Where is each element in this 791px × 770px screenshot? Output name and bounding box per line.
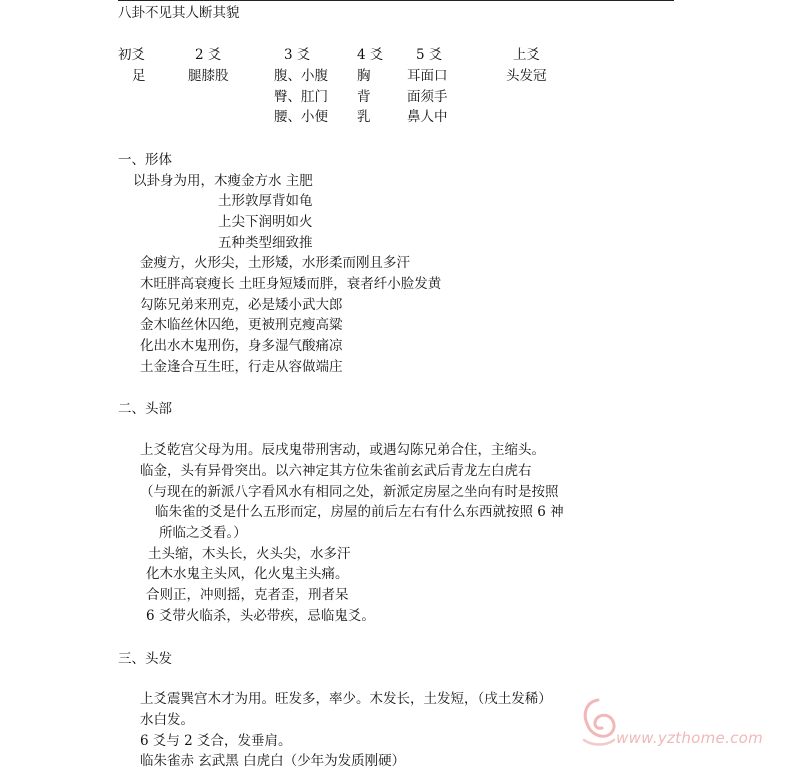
yao-header: 4 爻 [357, 47, 384, 63]
yao-header: 3 爻 [284, 47, 311, 63]
yao-header: 2 爻 [195, 47, 222, 63]
yao-header: 初爻 [118, 47, 145, 63]
yao-cell: 面须手 [407, 89, 448, 105]
body-line: （与现在的新派八字看风水有相同之处，新派定房屋之坐向有时是按照 [140, 484, 559, 500]
yao-cell: 腹、小腹 [274, 68, 328, 84]
body-line: 上爻乾宫父母为用。辰戌鬼带刑害动，或遇勾陈兄弟合住，主缩头。 [140, 442, 545, 458]
body-line: 金瘦方，火形尖，土形矮，水形柔而刚且多汗 [140, 255, 410, 271]
section-heading: 三、头发 [118, 651, 172, 667]
body-line: 五种类型细致推 [218, 235, 313, 251]
yao-cell: 足 [132, 68, 146, 84]
body-line: 合则正，冲则摇，克者歪，刑者呆 [146, 587, 349, 603]
section-heading: 二、头部 [118, 401, 172, 417]
body-line: 化出水木鬼刑伤，身多湿气酸痛凉 [140, 338, 343, 354]
body-line: 上尖下润明如火 [218, 214, 313, 230]
spiral-logo-icon [578, 696, 618, 748]
body-line: 上爻震巽宫木才为用。旺发多，率少。木发长，土发短，（戌土发稀） [140, 691, 552, 707]
yao-cell: 鼻人中 [407, 109, 448, 125]
body-line: 临朱雀的爻是什么五形而定，房屋的前后左右有什么东西就按照 6 神 [155, 504, 564, 520]
yao-header: 上爻 [513, 47, 540, 63]
yao-cell: 头发冠 [506, 68, 547, 84]
body-line: 水白发。 [140, 712, 194, 728]
watermark-text: www.yzthome.com [616, 729, 764, 747]
body-line: 土形敦厚背如龟 [218, 193, 313, 209]
yao-cell: 腰、小便 [274, 109, 328, 125]
body-line: 化木水鬼主头风，化火鬼主头痛。 [146, 566, 349, 582]
body-line: 金木临丝休囚绝，更被刑克瘦高粱 [140, 317, 343, 333]
yao-cell: 乳 [357, 109, 371, 125]
yao-cell: 臀、肛门 [274, 89, 328, 105]
body-line: 木旺胖高衰瘦长 土旺身短矮而胖，衰者纤小脸发黄 [140, 276, 442, 292]
yao-header: 5 爻 [416, 47, 443, 63]
yao-cell: 耳面口 [407, 68, 448, 84]
body-line: 勾陈兄弟来刑克，必是矮小武大郎 [140, 297, 343, 313]
yao-cell: 腿膝股 [188, 68, 229, 84]
body-line: 6 爻与 2 爻合，发垂肩。 [140, 733, 292, 749]
section-heading: 一、形体 [118, 152, 172, 168]
body-line: 临金，头有异骨突出。以六神定其方位朱雀前玄武后青龙左白虎右 [140, 463, 532, 479]
site-watermark [578, 696, 778, 756]
yao-cell: 胸 [357, 68, 371, 84]
body-line: 以卦身为用，木瘦金方水 主肥 [133, 173, 313, 189]
top-rule [118, 0, 674, 1]
body-line: 土金逢合互生旺，行走从容做端庄 [140, 359, 343, 375]
document-title: 八卦不见其人断其貌 [118, 5, 240, 21]
body-line: 6 爻带火临杀，头必带疾，忌临鬼爻。 [146, 608, 375, 624]
body-line: 临朱雀赤 玄武黑 白虎白（少年为发质刚硬） [140, 753, 406, 769]
yao-cell: 背 [357, 89, 371, 105]
body-line: 土头缩，木头长，火头尖，水多汗 [148, 546, 351, 562]
body-line: 所临之爻看。） [159, 525, 247, 541]
